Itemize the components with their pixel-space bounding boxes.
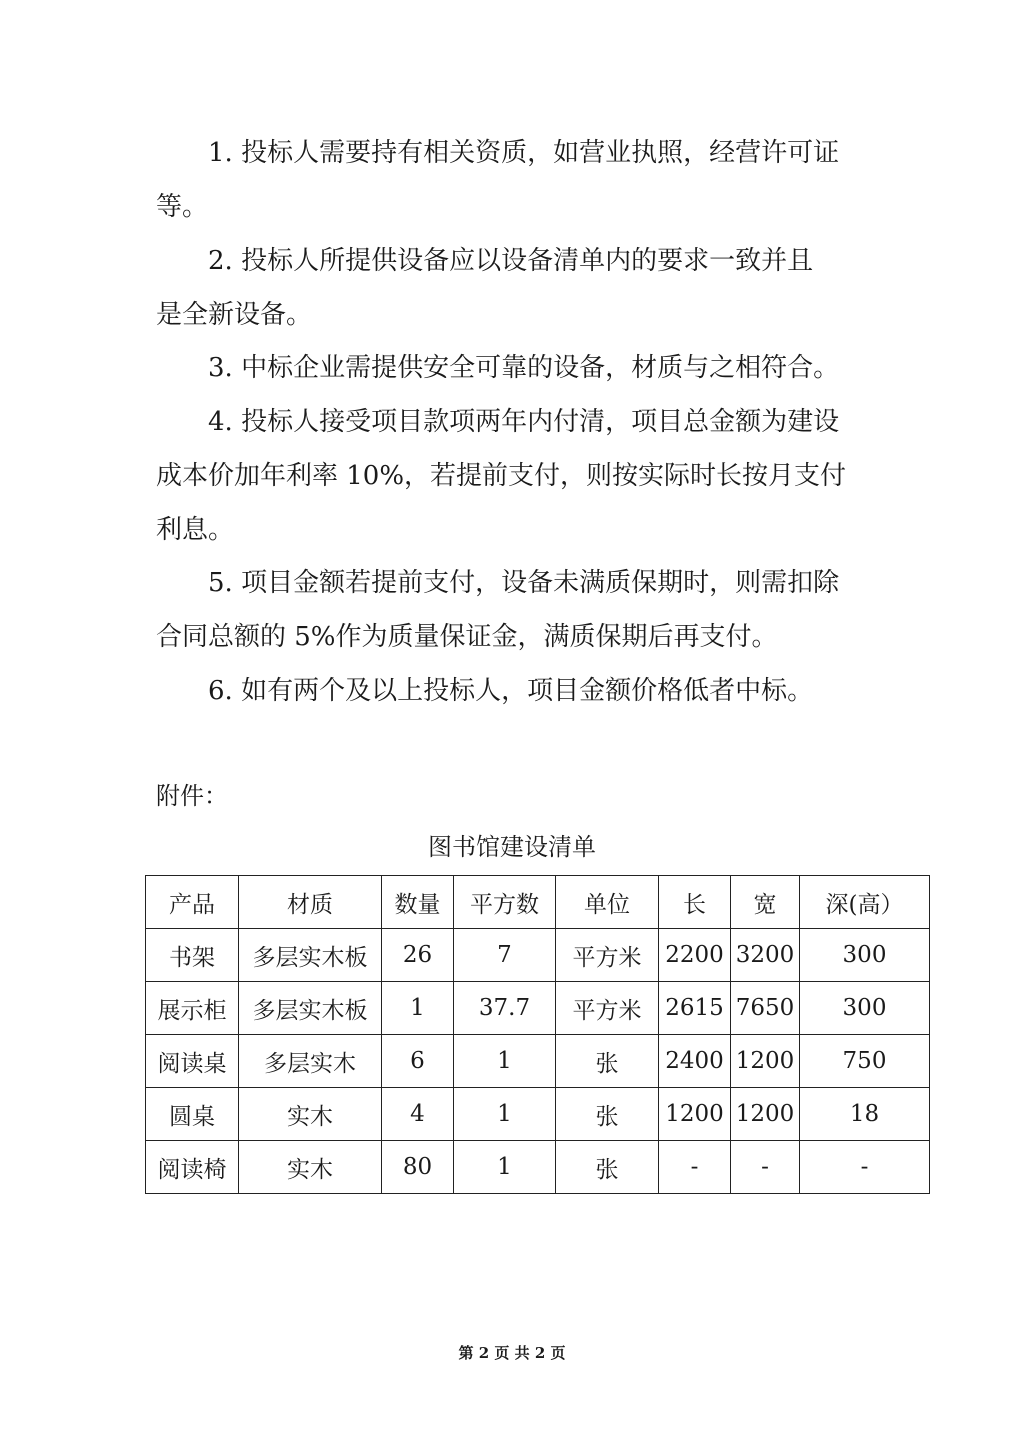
clause-5-line-2: 合同总额的 5%作为质量保证金，满质保期后再支付。 [156,622,778,652]
table-cell: 书架 [146,929,239,982]
page-footer: 第 2 页 共 2 页 [458,1344,566,1362]
table-cell: 1 [454,1088,556,1141]
table-cell: 1200 [731,1035,800,1088]
table-cell: 2200 [659,929,731,982]
table-cell: 阅读桌 [146,1035,239,1088]
table-cell: 300 [800,982,930,1035]
header-cell: 产品 [146,876,239,929]
table-cell: 1200 [731,1088,800,1141]
table-cell: 1 [382,982,454,1035]
clause-1-line-2: 等。 [156,192,209,222]
table-cell: 6 [382,1035,454,1088]
clause-4-line-1: 4. 投标人接受项目款项两年内付清，项目总金额为建设 [208,407,840,437]
table-cell: 2400 [659,1035,731,1088]
table-cell: - [731,1141,800,1194]
header-cell: 长 [659,876,731,929]
table-cell: 26 [382,929,454,982]
clause-3-line-1: 3. 中标企业需提供安全可靠的设备，材质与之相符合。 [208,353,840,383]
table-title: 图书馆建设清单 [428,833,596,861]
table-cell: 实木 [239,1141,382,1194]
clause-6 [156,664,876,718]
header-cell: 单位 [556,876,659,929]
table-cell: - [659,1141,731,1194]
table-cell: 1 [454,1035,556,1088]
table-row [146,1035,930,1088]
clause-3 [156,341,876,395]
clause-2-line-2: 是全新设备。 [156,300,313,330]
table-header-row [146,876,930,929]
table-cell: 多层实木板 [239,982,382,1035]
table-cell: 750 [800,1035,930,1088]
library-construction-table [145,875,930,1194]
table-cell: 7650 [731,982,800,1035]
clause-5-line-1: 5. 项目金额若提前支付，设备未满质保期时，则需扣除 [208,568,840,598]
clause-6-line-1: 6. 如有两个及以上投标人，项目金额价格低者中标。 [208,676,814,706]
header-cell: 深(高） [800,876,930,929]
table-cell: 7 [454,929,556,982]
table-cell: 实木 [239,1088,382,1141]
table-cell: 37.7 [454,982,556,1035]
clause-4-line-3: 利息。 [156,515,235,545]
clause-1-line-1: 1. 投标人需要持有相关资质，如营业执照，经营许可证 [208,138,840,168]
table-cell: 阅读椅 [146,1141,239,1194]
table-cell: 平方米 [556,929,659,982]
clause-2-line-1: 2. 投标人所提供设备应以设备清单内的要求一致并且 [208,246,814,276]
clause-4-line-2: 成本价加年利率 10%，若提前支付，则按实际时长按月支付 [156,461,847,491]
header-cell: 平方数 [454,876,556,929]
table-cell: 张 [556,1035,659,1088]
table-cell: 3200 [731,929,800,982]
header-cell: 材质 [239,876,382,929]
table-cell: 18 [800,1088,930,1141]
table-cell: 300 [800,929,930,982]
table-cell: 1200 [659,1088,731,1141]
table-row [146,1088,930,1141]
clause-2 [156,234,876,342]
table-cell: 2615 [659,982,731,1035]
table-cell: 1 [454,1141,556,1194]
table-cell: - [800,1141,930,1194]
table-row [146,1141,930,1194]
table-cell: 多层实木板 [239,929,382,982]
table-row [146,929,930,982]
table-cell: 张 [556,1141,659,1194]
table-row [146,982,930,1035]
clause-5 [156,556,876,664]
table-cell: 展示柜 [146,982,239,1035]
header-cell: 宽 [731,876,800,929]
table-cell: 80 [382,1141,454,1194]
clause-1 [156,126,876,234]
table-cell: 圆桌 [146,1088,239,1141]
attachment-label: 附件： [156,782,228,810]
table-cell: 多层实木 [239,1035,382,1088]
table-cell: 张 [556,1088,659,1141]
clause-4 [156,395,876,557]
table-cell: 4 [382,1088,454,1141]
header-cell: 数量 [382,876,454,929]
table-cell: 平方米 [556,982,659,1035]
